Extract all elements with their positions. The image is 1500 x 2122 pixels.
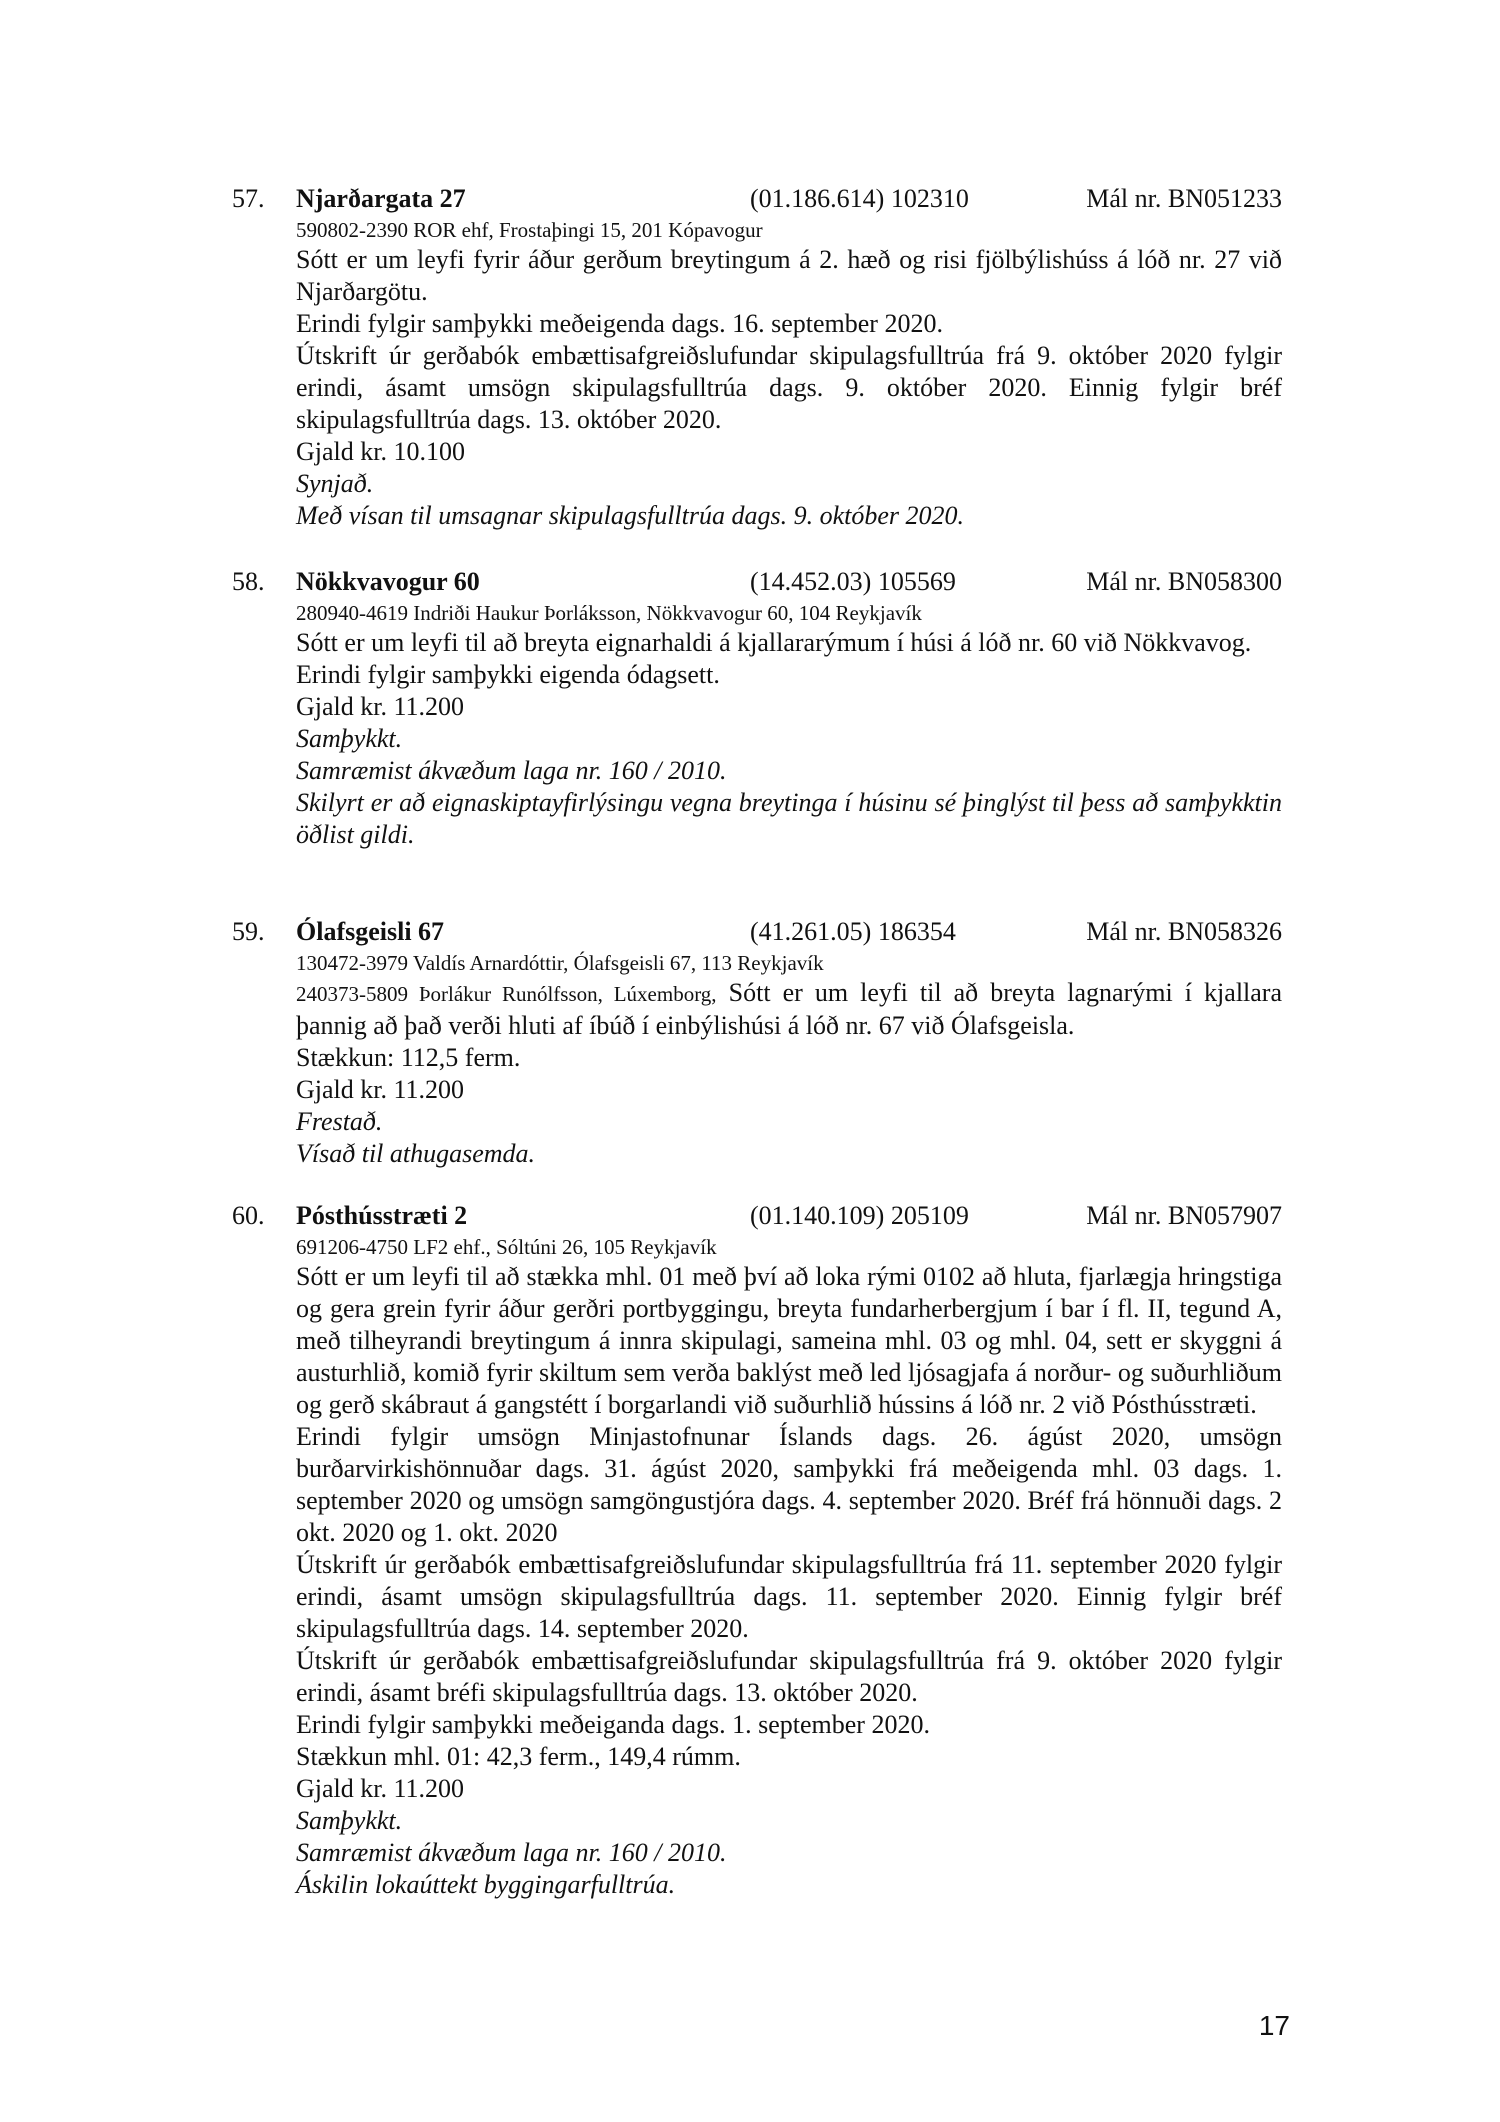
applicant-second: 240373-5809 Þorlákur Runólfsson, Lúxemborg, [296,982,717,1006]
property-reference: (14.452.03) 105569 [750,567,956,596]
attachment-note: Útskrift úr gerðabók embættisafgreiðslufundar skipulagsfulltrúa frá 9. október 2020 fylgir erindi, ásamt bréfi skipulagsfulltrúa dags. 13. október 2020. [296,1646,1282,1707]
page-number: 17 [1258,2010,1290,2041]
decision: Synjað. [296,469,374,498]
entry-header [232,182,1282,216]
attachment-note: Erindi fylgir samþykki meðeiganda dags. 1. september 2020. [296,1710,930,1739]
property-reference: (41.261.05) 186354 [750,917,956,946]
entry-body [296,599,1282,851]
fee: Gjald kr. 11.200 [296,692,465,721]
case-number: Mál nr. BN051233 [1086,184,1282,213]
entry-body [296,216,1282,532]
property-address: Ólafsgeisli 67 [296,917,445,946]
item-number: 60. [232,1201,265,1230]
fee: Gjald kr. 10.100 [296,437,465,466]
enlargement: Stækkun: 112,5 ferm. [296,1043,521,1072]
case-number: Mál nr. BN058326 [1086,917,1282,946]
fee: Gjald kr. 11.200 [296,1075,465,1104]
attachment-note: Útskrift úr gerðabók embættisafgreiðslufundar skipulagsfulltrúa frá 11. september 2020 fylgir erindi, ásamt umsögn skipulagsfulltrúa dags. 11. september 2020. Einnig fylgir bréf skipulagsfulltrúa dags. 14. september 2020. [296,1550,1282,1643]
property-address: Pósthússtræti 2 [296,1201,468,1230]
fee: Gjald kr. 11.200 [296,1774,465,1803]
decision-note: Með vísan til umsagnar skipulagsfulltrúa dags. 9. október 2020. [296,501,965,530]
decision-note: Samræmist ákvæðum laga nr. 160 / 2010. [296,1838,727,1867]
description [296,977,1282,1042]
entry-58 [232,565,1282,851]
entry-59 [232,915,1282,1170]
item-number: 58. [232,567,265,596]
entry-header [232,915,1282,949]
applicant: 130472-3979 Valdís Arnardóttir, Ólafsgeisli 67, 113 Reykjavík [296,951,824,975]
property-reference: (01.140.109) 205109 [750,1201,969,1230]
decision: Samþykkt. [296,724,403,753]
enlargement: Stækkun mhl. 01: 42,3 ferm., 149,4 rúmm. [296,1742,741,1771]
decision-note: Samræmist ákvæðum laga nr. 160 / 2010. [296,756,727,785]
property-reference: (01.186.614) 102310 [750,184,969,213]
item-number: 59. [232,917,265,946]
decision-condition: Áskilin lokaúttekt byggingarfulltrúa. [296,1870,676,1899]
case-number: Mál nr. BN058300 [1086,567,1282,596]
decision: Frestað. [296,1107,383,1136]
decision: Samþykkt. [296,1806,403,1835]
applicant: 691206-4750 LF2 ehf., Sóltúni 26, 105 Reykjavík [296,1235,717,1259]
description: Sótt er um leyfi til að stækka mhl. 01 með því að loka rými 0102 að hluta, fjarlægja hringstiga og gera grein fyrir áður gerðri portbyggingu, breyta fundarherbergjum í bar í fl. II, tegund A, með tilheyrandi breytingum á innra skipulagi, sameina mhl. 03 og mhl. 04, sett er skyggni á austurhlið, komið fyrir skiltum sem verða baklýst með led ljósagjafa á norður- og suðurhliðum og gerð skábraut á gangstétt í borgarlandi við suðurhlið hússins á lóð nr. 2 við Pósthússtræti. [296,1262,1282,1419]
entry-body [296,1233,1282,1901]
property-address: Nökkvavogur 60 [296,567,480,596]
attachment-note: Erindi fylgir samþykki meðeigenda dags. 16. september 2020. [296,309,943,338]
entry-57 [232,182,1282,532]
attachment-note: Erindi fylgir umsögn Minjastofnunar Íslands dags. 26. ágúst 2020, umsögn burðarvirkishönnuðar dags. 31. ágúst 2020, samþykki frá meðeigenda mhl. 03 dags. 1. september 2020 og umsögn samgöngustjóra dags. 4. september 2020. Bréf frá hönnuði dags. 2 okt. 2020 og 1. okt. 2020 [296,1422,1282,1547]
applicant: 280940-4619 Indriði Haukur Þorláksson, Nökkvavogur 60, 104 Reykjavík [296,601,922,625]
attachment-note: Erindi fylgir samþykki eigenda ódagsett. [296,660,720,689]
property-address: Njarðargata 27 [296,184,466,213]
case-number: Mál nr. BN057907 [1086,1201,1282,1230]
description: Sótt er um leyfi fyrir áður gerðum breytingum á 2. hæð og risi fjölbýlishúss á lóð nr. 27 við Njarðargötu. [296,245,1282,306]
entry-header [232,1199,1282,1233]
decision-condition: Skilyrt er að eignaskiptayfirlýsingu vegna breytinga í húsinu sé þinglýst til þess að samþykktin öðlist gildi. [296,788,1282,849]
attachment-note: Útskrift úr gerðabók embættisafgreiðslufundar skipulagsfulltrúa frá 9. október 2020 fylgir erindi, ásamt umsögn skipulagsfulltrúa dags. 9. október 2020. Einnig fylgir bréf skipulagsfulltrúa dags. 13. október 2020. [296,341,1282,434]
entry-header [232,565,1282,599]
entry-60 [232,1199,1282,1901]
description-text: Sótt er um leyfi til að breyta lagnarými í kjallara þannig að það verði hluti af íbúð í einbýlishúsi á lóð nr. 67 við Ólafsgeisla. [296,978,1283,1040]
entry-body [296,949,1282,1170]
item-number: 57. [232,184,265,213]
description: Sótt er um leyfi til að breyta eignarhaldi á kjallararýmum í húsi á lóð nr. 60 við Nökkvavog. [296,628,1252,657]
applicant: 590802-2390 ROR ehf, Frostaþingi 15, 201 Kópavogur [296,218,763,242]
decision-note: Vísað til athugasemda. [296,1139,536,1168]
